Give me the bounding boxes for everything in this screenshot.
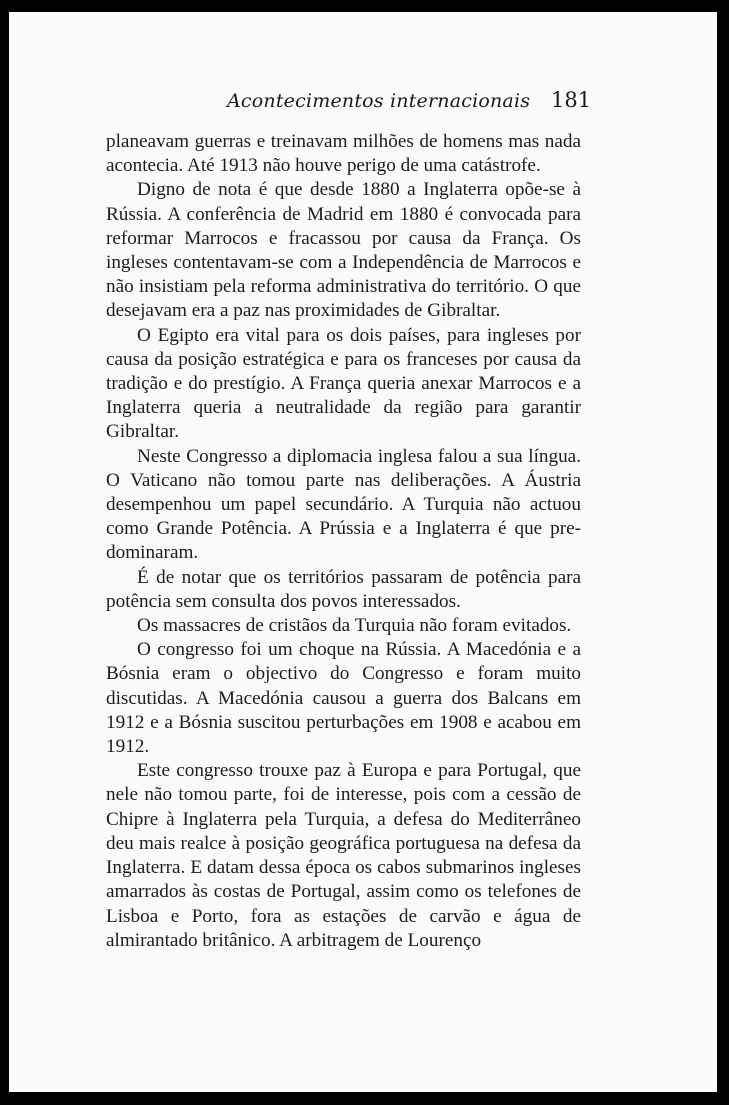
paragraph: Este congresso trouxe paz à Europa e para Portugal, que nele não tomou parte, foi de interesse, pois com a cessão de Chipre à Inglaterra pela Turquia, a defesa do Mediterrâneo deu mais realce à posição geográfica portuguesa na defesa da Inglaterra. E datam dessa época os cabos submarinos ingleses amarrados às costas de Portugal, assim como os telefones de Lisboa e Porto, fora as estações de carvão e água de almirantado britânico. A arbitragem de Lourenço [106, 760, 581, 951]
header-title: Acontecimentos internacionais [227, 90, 531, 112]
book-page [9, 12, 717, 1092]
paragraph: É de notar que os territórios passaram de potência para potência sem consulta dos povos interessados. [106, 566, 581, 612]
running-header [9, 84, 717, 114]
body-text [106, 130, 581, 953]
paragraph: Digno de nota é que desde 1880 a Inglaterra opõe-se à Rússia. A conferência de Madrid em 1880 é convocada para reformar Marrocos e fracassou por causa da França. Os ingleses contentavam-se com a Independência de Marrocos e não insistiam pela reforma administrativa do território. O que desejavam era a paz nas proximidades de Gibraltar. [106, 179, 581, 322]
paragraph: planeavam guerras e treinavam milhões de homens mas nada acontecia. Até 1913 não houve perigo de uma catástrofe. [106, 131, 581, 177]
paragraph: Os massacres de cristãos da Turquia não foram evitados. [137, 615, 572, 637]
paragraph: Neste Congresso a diplomacia inglesa falou a sua língua. O Vaticano não tomou parte nas deliberações. A Áustria desempenhou um papel secundário. A Turquia não actuou como Grande Potência. A Prússia e a Inglaterra é que predominaram. [106, 445, 581, 564]
paragraph: O Egipto era vital para os dois países, para ingleses por causa da posição estratégica e para os franceses por causa da tradição e do prestígio. A França queria anexar Marrocos e a Inglaterra queria a neutralidade da região para garantir Gibraltar. [106, 324, 581, 443]
page-number: 181 [551, 88, 592, 112]
paragraph: O congresso foi um choque na Rússia. A Macedónia e a Bósnia eram o objectivo do Congresso e foram muito discutidas. A Macedónia causou a guerra dos Balcans em 1912 e a Bósnia suscitou perturbações em 1908 e acabou em 1912. [106, 639, 581, 758]
